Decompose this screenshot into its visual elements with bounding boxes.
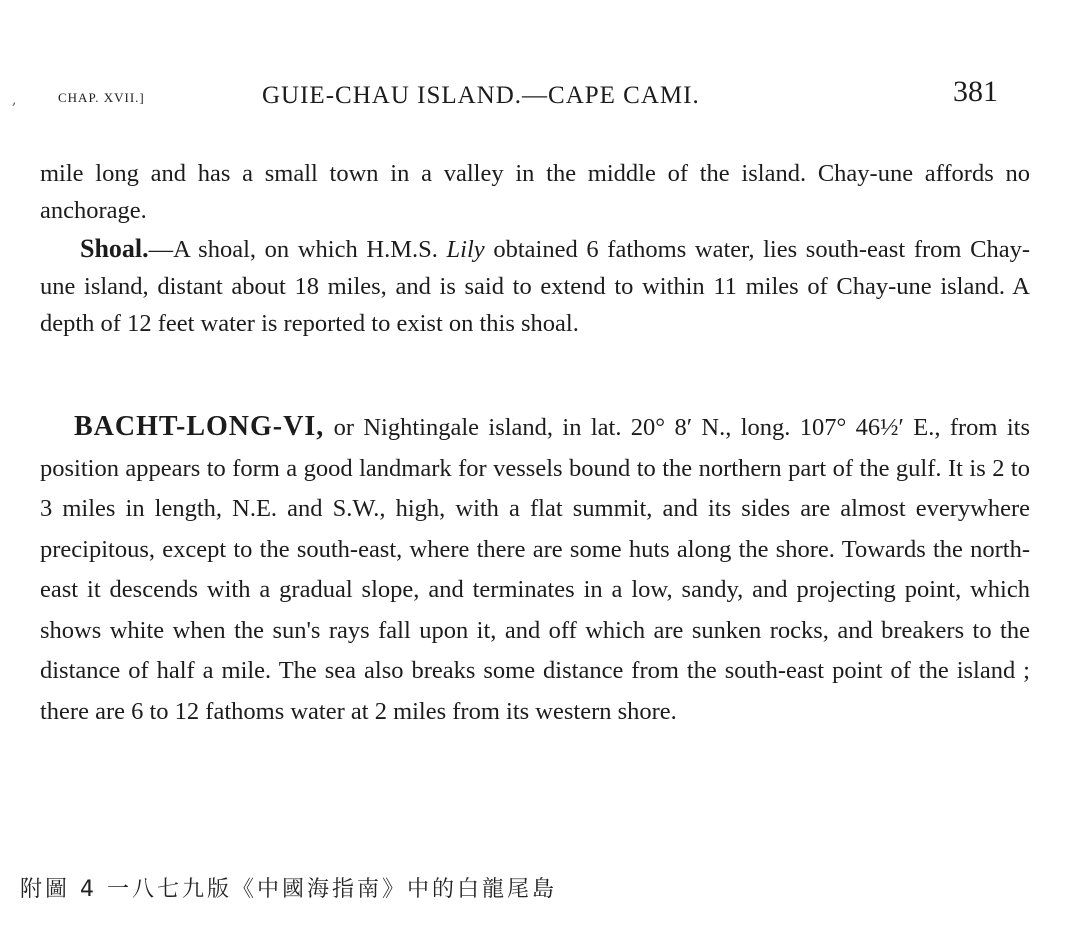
paragraph-continuation: mile long and has a small town in a valley in the middle of the island. Chay-une affords no anchorage. xyxy=(40,160,1030,224)
ship-name: Lily xyxy=(446,236,485,263)
figure-caption: 附圖 4 一八七九版《中國海指南》中的白龍尾島 xyxy=(20,877,557,902)
margin-tick-mark: , xyxy=(12,92,17,108)
shoal-heading: Shoal. xyxy=(80,234,149,263)
bacht-long-vi-body-text: or Nightingale island, in lat. 20° 8′ N., long. 107° 46½′ E., from its position appears to form a good landmark for vessels bound to the northern part of the gulf. It is 2 to 3 miles in length, N.E. and S.W., high, with a flat summit, and its sides are almost everywhere precipitous, except to the south-east, where there are some huts along the shore. Towards the north-east it descends with a gradual slope, and terminates in a low, sandy, and projecting point, which shows white when the sun's rays fall upon it, and off which are sunken rocks, and breakers to the distance of half a mile. The sea also breaks some distance from the south-east point of the island ; there are 6 to 12 fathoms water at 2 miles from its western shore. xyxy=(40,414,1030,725)
shoal-body-text: obtained 6 fathoms water, lies south-east from Chay-une island, distant about 18 miles, and is said to extend to within 11 miles of Chay-une island. A depth of 12 feet water is reported to exist on this shoal. xyxy=(40,236,1030,337)
shoal-lead-text: —A shoal, on which H.M.S. xyxy=(148,236,447,263)
paragraph-shoal xyxy=(40,230,1030,342)
bacht-long-vi-heading: BACHT-LONG-VI, xyxy=(74,411,325,442)
chapter-marker: CHAP. XVII.] xyxy=(58,90,145,105)
paragraph-bacht-long-vi xyxy=(40,407,1030,732)
page-number: 381 xyxy=(953,75,998,108)
running-title: GUIE-CHAU ISLAND.—CAPE CAMI. xyxy=(262,82,700,109)
